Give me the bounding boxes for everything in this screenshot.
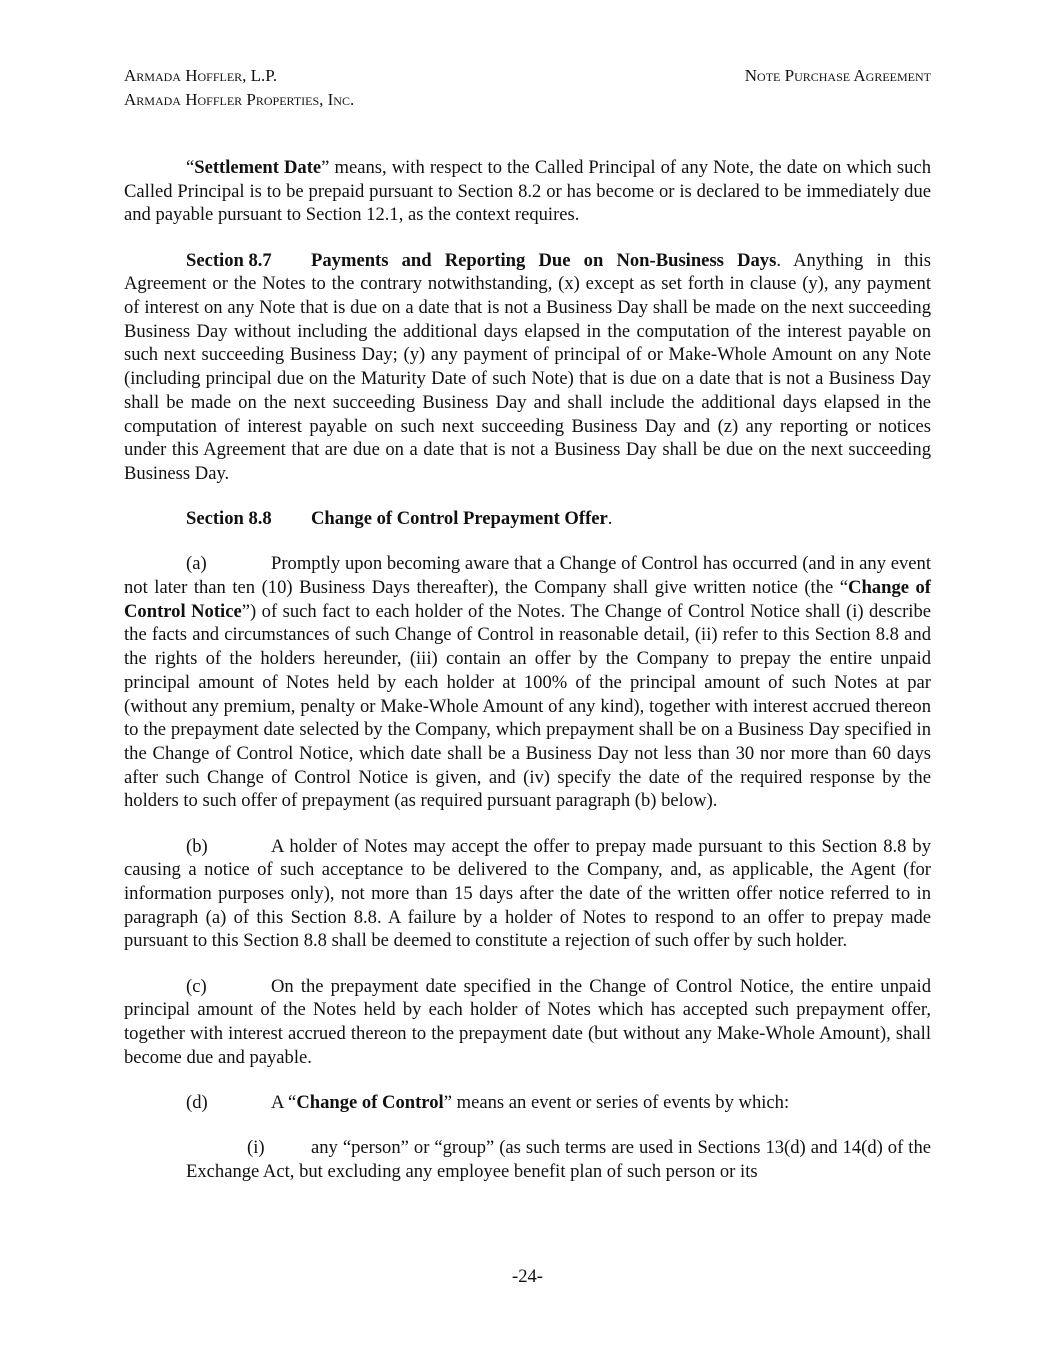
paragraph	[186, 1136, 931, 1183]
text-run: “	[186, 157, 195, 178]
paragraph	[124, 1091, 931, 1115]
paragraph	[124, 507, 931, 531]
text-run: On the prepayment date specified in the Change of Control Notice, the entire unpaid principal amount of the Notes held by each holder of Notes which has accepted such prepayment offer, together with interest accrued thereon to the prepayment date (but without any Make-Whole Amount), shall become due and payable.	[124, 975, 931, 1068]
paragraph	[124, 835, 931, 954]
text-run: . Anything in this Agreement or the Notes to the contrary notwithstanding, (x) except as set forth in clause (y), any payment of interest on any Note that is due on a date that is not a Business Day shall be made on the next succeeding Business Day without including the additional days elapsed in the computation of the interest payable on such next succeeding Business Day; (y) any payment of principal of or Make-Whole Amount on any Note (including principal due on the Maturity Date of such Note) that is due on a date that is not a Business Day shall be made on the next succeeding Business Day and shall include the additional days elapsed in the computation of interest payable on such next succeeding Business Day and (z) any reporting or notices under this Agreement that are due on a date that is not a Business Day shall be due on the next succeeding Business Day.	[124, 249, 931, 484]
document-body	[124, 156, 931, 1205]
page-header	[124, 64, 931, 112]
paragraph	[124, 156, 931, 227]
text-run: .	[607, 508, 613, 530]
header-company-1: Armada Hoffler, L.P.	[124, 66, 278, 85]
header-document-title: Note Purchase Agreement	[744, 66, 931, 85]
text-run: Promptly upon becoming aware that a Change of Control has occurred (and in any event not later than ten (10) Business Days thereafter), the Company shall give written notice (the “	[124, 553, 931, 599]
paragraph	[124, 552, 931, 813]
text-run: ”) of such fact to each holder of the Notes. The Change of Control Notice shall (i) describe the facts and circumstances of such Change of Control in reasonable detail, (ii) refer to this Section 8.8 and the rights of the holders hereunder, (iii) contain an offer by the Company to prepay the entire unpaid principal amount of Notes held by each holder at 100% of the principal amount of such Notes at par (without any premium, penalty or Make-Whole Amount of any kind), together with interest accrued thereon to the prepayment date selected by the Company, which prepayment shall be on a Business Day specified in the Change of Control Notice, which date shall be a Business Day not less than 30 nor more than 60 days after such Change of Control Notice is given, and (iv) specify the date of the required response by the holders to such offer of prepayment (as required pursuant paragraph (b) below).	[124, 600, 931, 812]
text-run: ” means, with respect to the Called Principal of any Note, the date on which such Called Principal is to be prepaid pursuant to Section 8.2 or has become or is declared to be immediately due and payable pursuant to Section 12.1, as the context requires.	[124, 157, 931, 226]
text-run: any “person” or “group” (as such terms are used in Sections 13(d) and 14(d) of the Exchange Act, but excluding any employee benefit plan of such person or its	[186, 1137, 931, 1182]
defined-term: Settlement Date	[194, 157, 322, 178]
defined-term: Change of Control Prepayment Offer	[311, 508, 608, 530]
text-run: ” means an event or series of events by which:	[443, 1091, 790, 1113]
paragraph-label: Section 8.7	[186, 249, 272, 271]
paragraph-label: (i)	[247, 1137, 265, 1159]
defined-term: Payments and Reporting Due on Non-Business Days	[311, 249, 777, 271]
defined-term: Change of Control Notice	[124, 577, 931, 622]
paragraph-label: Section 8.8	[186, 508, 272, 530]
paragraph-label: (c)	[186, 975, 207, 997]
paragraph	[124, 975, 931, 1070]
paragraph	[124, 249, 931, 486]
header-company-2: Armada Hoffler Properties, Inc.	[124, 90, 355, 109]
text-run: A “	[271, 1091, 297, 1113]
paragraph-label: (a)	[186, 553, 207, 575]
paragraph-label: (b)	[186, 835, 208, 857]
paragraph-label: (d)	[186, 1091, 208, 1113]
page-number: -24-	[512, 1266, 543, 1287]
defined-term: Change of Control	[296, 1091, 444, 1113]
text-run: A holder of Notes may accept the offer to prepay made pursuant to this Section 8.8 by causing a notice of such acceptance to be delivered to the Company, and, as applicable, the Agent (for information purposes only), not more than 15 days after the date of the written offer notice referred to in paragraph (a) of this Section 8.8. A failure by a holder of Notes to respond to an offer to prepay made pursuant to this Section 8.8 shall be deemed to constitute a rejection of such offer by such holder.	[124, 835, 931, 952]
